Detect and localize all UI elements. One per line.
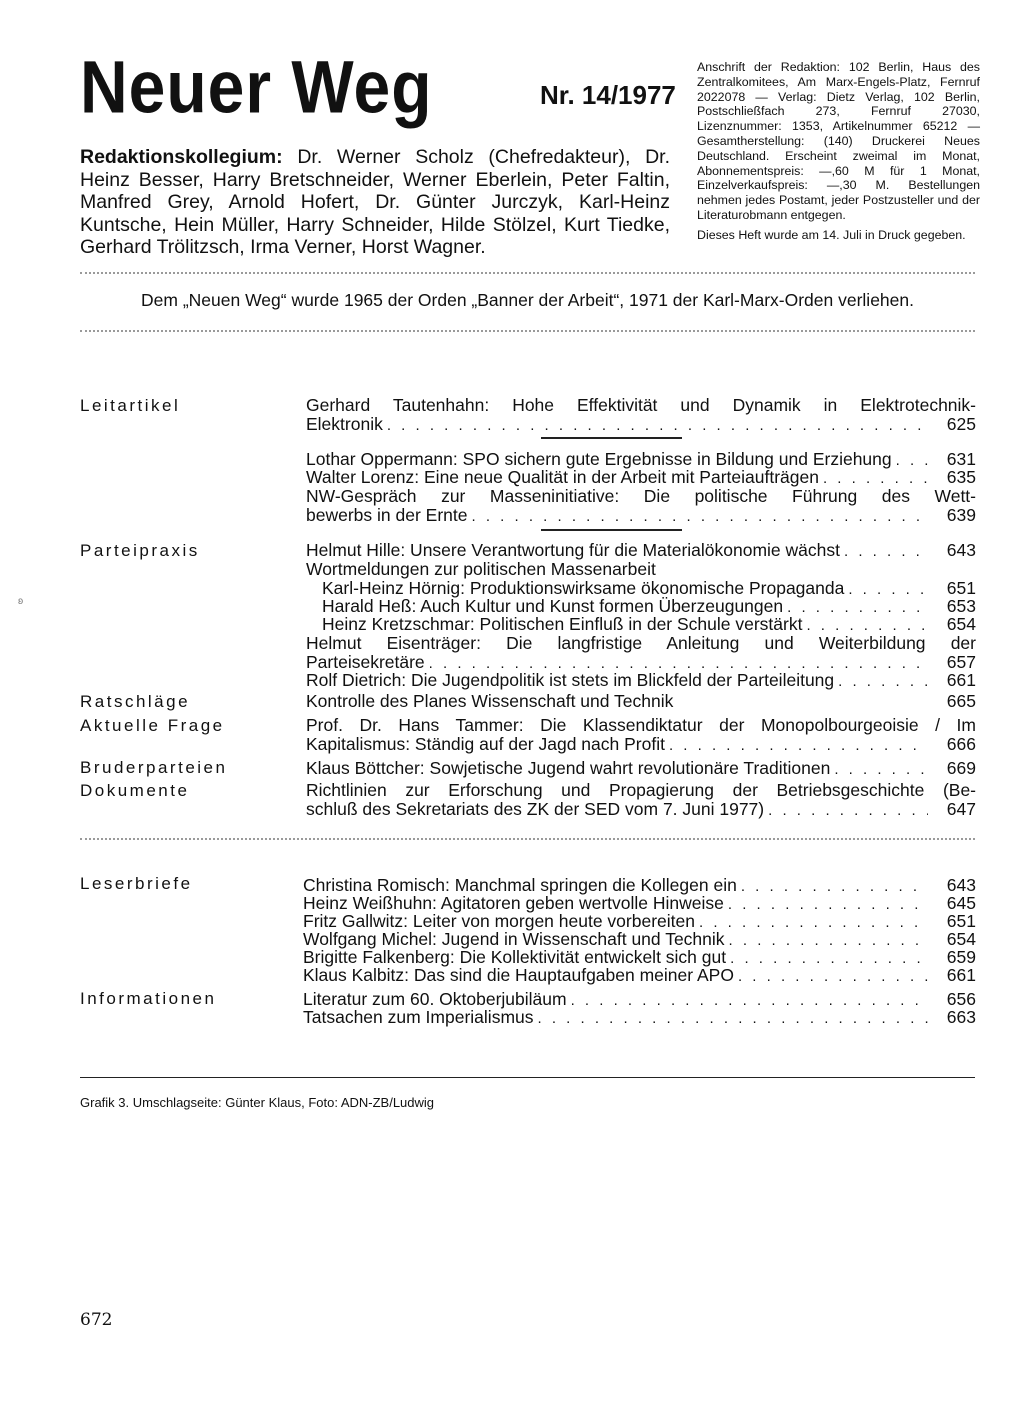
address-text: Anschrift der Redaktion: 102 Berlin, Haus des Zentralkomitees, Am Marx-Engels-Platz, Fernruf 2022078 — Verlag: Dietz Verlag, 102 Berlin, Postschließfach 273, Fernruf 27030, Lizenznummer: 1353, Artikelnummer 65212 — Gesamtherstellung: (140) Druckerei Neues Deutschland. Erscheint zweimal im Monat, Abonnementspreis: —,60 M für 1 Monat, Einzelverkaufspreis: —,30 M. Bestellungen nehmen jedes Postamt, jeder Postzusteller und der Literaturobmann entgegen. bbox=[697, 60, 980, 222]
entry-page: 661 bbox=[946, 965, 976, 985]
scan-mark: ʚ bbox=[18, 596, 24, 607]
entry-title: Elektronik bbox=[306, 413, 383, 434]
entry-title: Heinz Kretzschmar: Politischen Einfluß in der Schule verstärkt bbox=[322, 614, 803, 634]
page-number: 672 bbox=[80, 1310, 113, 1330]
entry-title: Fritz Gallwitz: Leiter von morgen heute vorbereiten bbox=[303, 911, 695, 931]
entry-title: Wolfgang Michel: Jugend in Wissenschaft und Technik bbox=[303, 929, 725, 949]
toc-entry[interactable] bbox=[303, 1008, 976, 1029]
entry-page: 635 bbox=[946, 467, 976, 487]
issue-number: Nr. 14/1977 bbox=[540, 80, 676, 110]
toc-entry[interactable] bbox=[306, 759, 976, 780]
editorial-label: Redaktionskollegium: bbox=[80, 146, 283, 168]
entry-page: 643 bbox=[946, 875, 976, 895]
toc-entry[interactable] bbox=[303, 966, 976, 987]
entry-title: schluß des Sekretariats des ZK der SED vom 7. Juni 1977) bbox=[306, 798, 765, 819]
editorial-members: Dr. Werner Scholz (Chefredakteur), Dr. Heinz Besser, Harry Bretschneider, Werner Eberlein, Peter Faltin, Manfred Grey, Arnold Hofert, Dr. Günter Jurczyk, Karl-Heinz Kuntsche, Hein Müller, Harry Schneider, Hilde Stölzel, Kurt Tiedke, Gerhard Trölitzsch, Irma Verner, Horst Wagner. bbox=[80, 146, 671, 258]
entry-title: bewerbs in der Ernte bbox=[306, 504, 468, 525]
entry-title: Parteisekretäre bbox=[306, 651, 425, 672]
divider bbox=[80, 330, 975, 332]
entry-page: 651 bbox=[946, 578, 976, 598]
divider bbox=[80, 1077, 975, 1078]
entry-title: Harald Heß: Auch Kultur und Kunst formen Überzeugungen bbox=[322, 596, 784, 616]
entry-title: NW-Gespräch zur Masseninitiative: Die politische Führung des Wett- bbox=[306, 486, 976, 506]
entry-title: Helmut Eisenträger: Die langfristige Anleitung und Weiterbildung der bbox=[306, 633, 976, 653]
entry-title: Kapitalismus: Ständig auf der Jagd nach Profit bbox=[306, 733, 665, 754]
entry-page: 665 bbox=[946, 691, 976, 711]
divider bbox=[80, 838, 975, 840]
editorial-board bbox=[80, 146, 670, 259]
toc-entry[interactable] bbox=[306, 692, 976, 713]
entry-title: Helmut Hille: Unsere Verantwortung für die Materialökonomie wächst bbox=[306, 540, 840, 560]
print-date-note: Dieses Heft wurde am 14. Juli in Druck gegeben. bbox=[697, 227, 966, 242]
toc-entry[interactable] bbox=[306, 716, 976, 755]
entry-page: 669 bbox=[946, 758, 976, 778]
photo-credit: Grafik 3. Umschlagseite: Günter Klaus, Foto: ADN-ZB/Ludwig bbox=[80, 1095, 435, 1110]
section-parteipraxis: Parteipraxis bbox=[80, 541, 200, 560]
entry-page: 663 bbox=[946, 1007, 976, 1027]
toc-entry[interactable] bbox=[306, 781, 976, 820]
entry-title: Wortmeldungen zur politischen Massenarbeit bbox=[306, 559, 656, 579]
toc-entry[interactable] bbox=[306, 634, 976, 673]
entry-title: Prof. Dr. Hans Tammer: Die Klassendiktatur der Monopolbourgeoisie / Im bbox=[306, 715, 976, 735]
toc-entry[interactable] bbox=[306, 671, 976, 692]
entry-title: Kontrolle des Planes Wissenschaft und Technik bbox=[306, 691, 674, 711]
award-note: Dem „Neuen Weg“ wurde 1965 der Orden „Banner der Arbeit“, 1971 der Karl-Marx-Orden verliehen. bbox=[141, 290, 914, 310]
entry-page: 625 bbox=[946, 413, 976, 434]
divider bbox=[80, 272, 975, 274]
entry-title: Klaus Kalbitz: Das sind die Hauptaufgaben meiner APO bbox=[303, 965, 734, 985]
entry-page: 645 bbox=[946, 893, 976, 913]
entry-title: Rolf Dietrich: Die Jugendpolitik ist stets im Blickfeld der Parteileitung bbox=[306, 670, 835, 690]
entry-page: 659 bbox=[946, 947, 976, 967]
address-block bbox=[697, 60, 980, 243]
entry-title: Klaus Böttcher: Sowjetische Jugend wahrt revolutionäre Traditionen bbox=[306, 758, 831, 778]
entry-title: Lothar Oppermann: SPO sichern gute Ergebnisse in Bildung und Erziehung bbox=[306, 449, 892, 469]
toc-entry bbox=[306, 560, 976, 579]
entry-page: 656 bbox=[946, 989, 976, 1009]
entry-page: 654 bbox=[946, 614, 976, 634]
masthead-title: Neuer Weg bbox=[80, 45, 433, 129]
entry-page: 654 bbox=[946, 929, 976, 949]
entry-title: Richtlinien zur Erforschung und Propagierung der Betriebsgeschichte (Be- bbox=[306, 780, 976, 800]
entry-title: Literatur zum 60. Oktoberjubiläum bbox=[303, 989, 567, 1009]
separator bbox=[541, 437, 682, 439]
separator bbox=[541, 529, 682, 531]
entry-title: Brigitte Falkenberg: Die Kollektivität entwickelt sich gut bbox=[303, 947, 727, 967]
entry-title: Gerhard Tautenhahn: Hohe Effektivität und Dynamik in Elektrotechnik- bbox=[306, 395, 976, 415]
section-leserbriefe: Leserbriefe bbox=[80, 874, 193, 893]
entry-title: Karl-Heinz Hörnig: Produktionswirksame ökonomische Propaganda bbox=[322, 578, 845, 598]
section-bruderparteien: Bruderparteien bbox=[80, 758, 228, 777]
section-informationen: Informationen bbox=[80, 989, 217, 1008]
entry-title: Tatsachen zum Imperialismus bbox=[303, 1007, 534, 1027]
entry-page: 647 bbox=[946, 798, 976, 819]
entry-page: 643 bbox=[946, 540, 976, 560]
section-leitartikel: Leitartikel bbox=[80, 396, 181, 415]
section-aktuelle-frage: Aktuelle Frage bbox=[80, 716, 225, 735]
entry-title: Walter Lorenz: Eine neue Qualität in der Arbeit mit Parteiaufträgen bbox=[306, 467, 819, 487]
entry-page: 651 bbox=[946, 911, 976, 931]
entry-page: 661 bbox=[946, 670, 976, 690]
entry-title: Heinz Weißhuhn: Agitatoren geben wertvolle Hinweise bbox=[303, 893, 724, 913]
entry-page: 639 bbox=[946, 504, 976, 525]
entry-page: 666 bbox=[946, 733, 976, 754]
entry-page: 653 bbox=[946, 596, 976, 616]
toc-entry[interactable] bbox=[306, 487, 976, 526]
section-ratschlaege: Ratschläge bbox=[80, 692, 191, 711]
entry-title: Christina Romisch: Manchmal springen die Kollegen ein bbox=[303, 875, 737, 895]
section-dokumente: Dokumente bbox=[80, 781, 190, 800]
toc-entry[interactable] bbox=[306, 396, 976, 435]
entry-page: 657 bbox=[946, 651, 976, 672]
entry-page: 631 bbox=[946, 449, 976, 469]
